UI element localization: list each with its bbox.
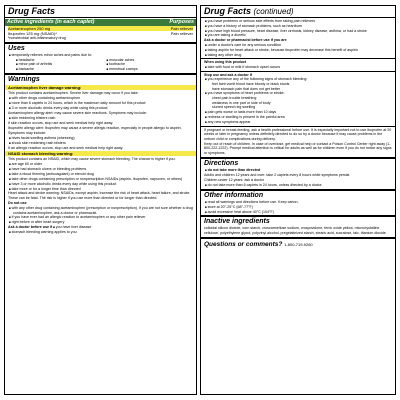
use-item: ■ minor pain of arthritis (16, 62, 103, 67)
warning-item: ■ hives facial swelling asthma (wheezing) (8, 136, 193, 141)
warning-item: ■ more than 6 caplets in 24 hours, which is the maximum daily amount for this product (8, 101, 193, 106)
warning-item: ■ are age 60 or older (8, 162, 193, 167)
direction-item: ■ do not take more than directed (204, 168, 392, 173)
ingredient-purpose: Pain reliever (170, 26, 193, 31)
use-item: ■ backache (16, 67, 103, 72)
warning-item: ■ take with food or milk if stomach upset occurs (204, 65, 392, 70)
direction-item: Children under 12 years: ask a doctor (204, 178, 264, 182)
direction-item: Adults and children 12 years and over: take 2 caplets every 8 hours while symptoms persist (204, 172, 350, 177)
uses-heading: Uses (8, 44, 25, 52)
warning-item: ■ you have problems or serious side effects from taking pain relievers (204, 19, 392, 24)
directions-heading: Directions (204, 160, 239, 168)
warning-item: weakness in one part or side of body (212, 100, 271, 105)
warning-item: ■ redness or swelling is present in the painful area (204, 115, 392, 120)
questions-section (201, 239, 395, 250)
drug-facts-panel-right (200, 5, 396, 395)
panel-title (201, 6, 395, 18)
warning-item: ■ if you have ever had an allergic reaction to acetaminophen or any other pain reliever (8, 215, 193, 220)
inactive-ingredients-section (201, 217, 395, 238)
warnings-continued-section (201, 18, 395, 59)
panel-title-sub: (continued) (253, 7, 294, 16)
warning-item: ■ take other drugs containing prescription or nonprescription NSAIDs (aspirin, ibuprofen, naproxen, or others) (8, 177, 193, 182)
warning-item: ■ 3 or more alcoholic drinks every day while using this product (8, 106, 193, 111)
directions-section (201, 159, 395, 191)
warning-text: If skin reaction occurs, stop use and seek medical help right away. (8, 120, 114, 125)
warning-item: ■ stomach bleeding warning applies to you (8, 230, 193, 235)
warning-text: Ibuprofen allergy alert: Ibuprofen may cause a severe allergic reaction, especially in people allergic to aspirin. (8, 125, 182, 130)
stop-use-title: Stop use and ask a doctor if (204, 72, 252, 77)
ingredient-footnote: *nonsteroidal anti-inflammatory drug (8, 36, 66, 41)
warning-item: ■ taking aspirin for heart attack or stroke, because ibuprofen may decrease this benefit of aspirin (204, 48, 392, 53)
warning-item: ■ have 3 or more alcoholic drinks every day while using this product (8, 182, 193, 187)
ask-doctor-title: Ask a doctor before use if (8, 224, 53, 229)
questions-phone: 1-800-719-9260 (284, 241, 313, 247)
warning-item: ■ any new symptoms appear (204, 120, 392, 125)
warning-item: ■ with other drugs containing acetaminophen (8, 96, 193, 101)
keep-out-of-reach: Keep out of reach of children. In case of overdose, get medical help or contact a Poison Control Center right away (1-800-222-1222). Prompt medical attention is critical for adults as well as for children even if you do not notice any signs or symptoms. (204, 141, 392, 155)
other-item: ■ avoid excessive heat above 40°C (104°F) (204, 210, 392, 215)
warning-item: have stomach pain that does not get better (212, 86, 281, 91)
liver-warning-title: Acetaminophen liver damage warning: (5, 85, 196, 90)
warning-text: If an allergic reaction occurs, stop use and seek medical help right away. (8, 145, 124, 150)
other-item: ■ read all warnings and directions before use. Keep carton. (204, 200, 392, 205)
use-item: ■ menstrual cramps (107, 67, 194, 72)
warning-item: ■ take a blood thinning (anticoagulant) or steroid drug (8, 172, 193, 177)
purposes-heading: Purposes (169, 19, 194, 25)
other-item: ■ store at 20°-25°C (68°-77°F) (204, 205, 392, 210)
warning-item: ■ you are taking a diuretic (204, 33, 392, 38)
warning-item: ■ taking any other drug (204, 53, 392, 58)
other-information-section (201, 191, 395, 217)
warnings-section (5, 75, 196, 235)
warning-item: ■ you have a history of stomach problems, such as heartburn (204, 24, 392, 29)
warning-item: ■ pain gets worse or lasts more than 10 days (204, 110, 392, 115)
pregnancy-children-section (201, 127, 395, 160)
warning-text: Symptoms may include: (8, 130, 47, 135)
use-item: ■ muscular aches (107, 58, 194, 63)
warning-text: This product contains acetaminophen. Severe liver damage may occur if you take: (8, 91, 139, 96)
when-using-title: When using this product (204, 60, 247, 65)
warning-item: ■ under a doctor's care for any serious condition (204, 43, 392, 48)
stop-use-section (201, 72, 395, 127)
use-item: ■ headache (16, 58, 103, 63)
active-ingredients-heading: Active ingredients (in each caplet) (7, 19, 95, 25)
inactive-ingredients-text: colloidal silicon dioxide, corn starch, croscarmellose sodium, crospovidone, ferric oxide yellow, microcrystalline cellulose, polyethylene glycol, polyvinyl alcohol, pregelatinized starch, stearic acid, sucralose, talc, titanium dioxide (204, 226, 386, 235)
questions-title: Questions or comments? (204, 240, 283, 248)
panel-title: Drug Facts (5, 6, 196, 18)
uses-list (8, 58, 193, 72)
warning-text: Acetaminophen allergy alert: may cause severe skin reactions. Symptoms may include: (8, 110, 147, 115)
warning-item: ■ take more or for a longer time than directed (8, 187, 193, 192)
warning-item: slurred speech leg swelling (212, 105, 256, 110)
warning-text: This product contains an NSAID, which may cause severe stomach bleeding. The chance is higher if you: (8, 157, 176, 162)
drug-facts-panel-left (4, 5, 197, 395)
warning-item: ■ you have high blood pressure, heart disease, liver cirrhosis, kidney disease, asthma, or had a stroke (204, 29, 392, 34)
ask-doctor-item: ■ you have liver disease (53, 225, 91, 229)
ask-doctor-pharmacist-title: Ask a doctor or pharmacist before use if you are (204, 38, 287, 43)
when-using-section (201, 59, 395, 71)
warnings-heading: Warnings (8, 76, 40, 84)
warning-item: ■ you experience any of the following signs of stomach bleeding: (204, 77, 392, 82)
stomach-bleeding-warning-title: NSAID stomach bleeding warning: (5, 151, 196, 156)
warning-item: ■ skin reddening blisters rash (8, 116, 193, 121)
warning-item: chest pain trouble breathing (212, 96, 257, 101)
pregnancy-warning: If pregnant or breast-feeding, ask a health professional before use. It is especially important not to use ibuprofen at 20 weeks or later in pregnancy unless definitely directed to do so by a doctor because it may cause problems in the unborn child or complications during delivery. (204, 127, 392, 141)
warning-item: ■ right before or after heart surgery (8, 220, 193, 225)
active-ingredients-header (5, 19, 196, 26)
ingredient-purpose: Pain reliever (170, 31, 193, 37)
other-information-heading: Other information (204, 191, 264, 199)
inactive-ingredients-heading: Inactive ingredients (204, 218, 270, 226)
panel-title-text: Drug Facts (204, 6, 252, 16)
direction-item: ■ do not take more than 6 caplets in 24 hours, unless directed by a doctor (204, 183, 392, 188)
heart-stroke-warning: Heart attack and stroke warning: NSAIDs, except aspirin, increase the risk of heart attack, heart failure, and stroke. These can be fatal. The risk is higher if you use more than directed or for longer than directed. (8, 191, 191, 201)
questions-line (204, 240, 392, 249)
warning-item: feel faint vomit blood have bloody or black stools (212, 82, 290, 87)
warning-item: ■ shock skin reddening rash blisters (8, 141, 193, 146)
use-item: ■ toothache (107, 62, 194, 67)
ingredient-name: Acetaminophen 250 mg (8, 26, 51, 31)
uses-intro: ■ temporarily relieves minor aches and pains due to: (8, 53, 193, 58)
warning-item: ■ have had stomach ulcers or bleeding problems (8, 167, 193, 172)
uses-section (5, 44, 196, 75)
warning-item: ■ with any other drug containing acetaminophen (prescription or nonprescription). If you are not sure whether a drug contains acetaminophen, ask a doctor or pharmacist. (8, 206, 193, 215)
active-ingredients-section (5, 18, 196, 44)
warning-item: ■ you have symptoms of heart problems or stroke: (204, 91, 392, 96)
ingredient-name: Ibuprofen 125 mg (NSAID)* (8, 31, 57, 37)
do-not-use-title: Do not use (8, 201, 27, 206)
